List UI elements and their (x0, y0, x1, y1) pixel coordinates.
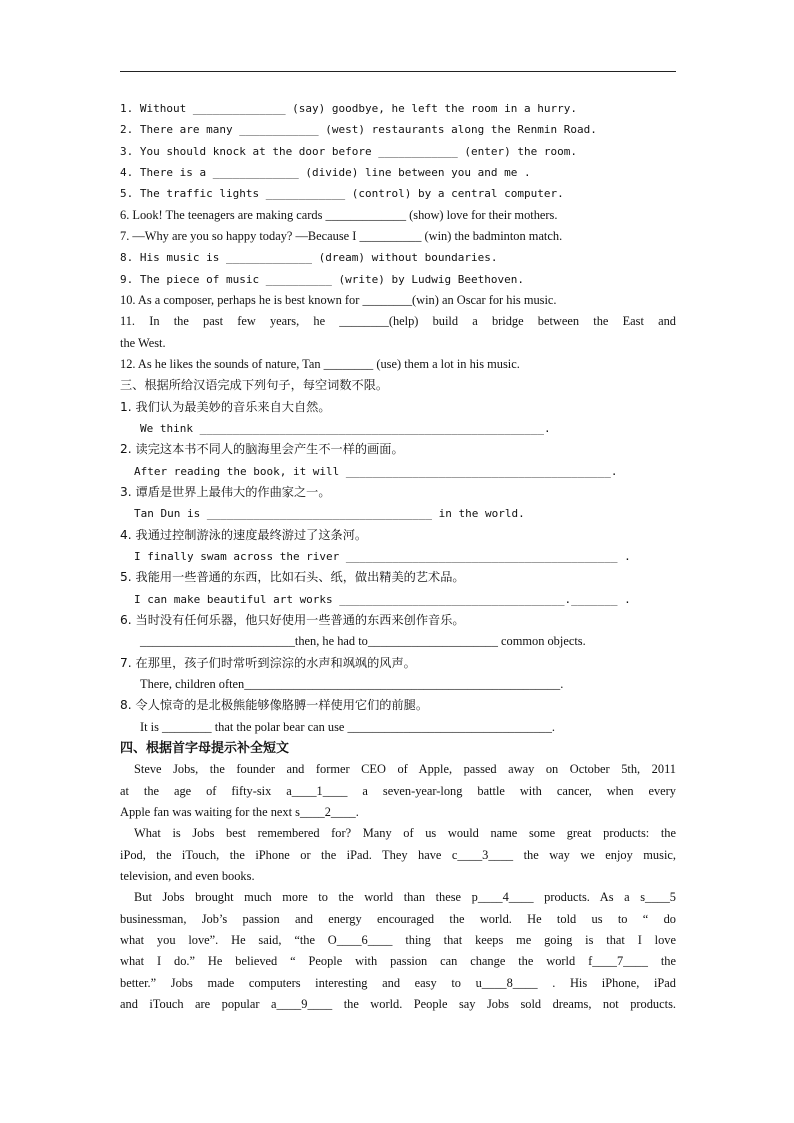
translate-item-zh: 2. 读完这本书不同人的脑海里会产生不一样的画面。 (120, 442, 404, 456)
translate-item-zh: 4. 我通过控制游泳的速度最终游过了这条河。 (120, 528, 368, 542)
translate-item-zh: 1. 我们认为最美妙的音乐来自大自然。 (120, 400, 331, 414)
translate-item-zh: 3. 谭盾是世界上最伟大的作曲家之一。 (120, 485, 331, 499)
translate-item-zh: 7. 在那里，孩子们时常听到淙淙的水声和飒飒的风声。 (120, 656, 416, 670)
exercise-item-2: 2. There are many ____________ (west) restaurants along the Renmin Road. (120, 123, 597, 136)
translate-item-en: There, children often___________________________________________________. (140, 677, 564, 691)
translate-item-en: I finally swam across the river _________________________________________ . (134, 550, 631, 563)
passage-line: But Jobs brought much more to the world than these p____4____ products. As a s____5 (134, 890, 676, 904)
translate-item-en: It is ________ that the polar bear can use _________________________________. (140, 720, 556, 734)
exercise-item-9: 9. The piece of music __________ (write) by Ludwig Beethoven. (120, 273, 524, 286)
exercise-item-10: 10. As a composer, perhaps he is best known for ________(win) an Oscar for his music. (120, 293, 557, 307)
translate-item-en: _________________________then, he had to_____________________ common objects. (140, 634, 586, 648)
translate-item-zh: 6. 当时没有任何乐器，他只好使用一些普通的东西来创作音乐。 (120, 613, 465, 627)
exercise-item-6: 6. Look! The teenagers are making cards _____________ (show) love for their mothers. (120, 208, 558, 222)
exercise-item-3: 3. You should knock at the door before ____________ (enter) the room. (120, 145, 577, 158)
exercise-item-4: 4. There is a _____________ (divide) line between you and me . (120, 166, 531, 179)
passage-line: what I do.” He believed “ People with passion can change the world f____7____ the (120, 954, 676, 968)
translate-item-zh: 5. 我能用一些普通的东西，比如石头、纸，做出精美的艺术品。 (120, 570, 465, 584)
passage-line: businessman, Job’s passion and energy encouraged the world. He told us to “ do (120, 912, 676, 926)
translate-item-zh: 8. 令人惊奇的是北极熊能够像胳膊一样使用它们的前腿。 (120, 698, 429, 712)
passage-line: iPod, the iTouch, the iPhone or the iPad. They have c____3____ the way we enjoy music, (120, 848, 676, 862)
section-heading-translate: 三、根据所给汉语完成下列句子，每空词数不限。 (120, 378, 389, 392)
passage-line: what you love”. He said, “the O____6____ thing that keeps me going is that I love (120, 933, 676, 947)
translate-item-en: After reading the book, it will ________________________________________. (134, 465, 618, 478)
exercise-item-7: 7. —Why are you so happy today? —Because I __________ (win) the badminton match. (120, 229, 563, 243)
passage-line: Steve Jobs, the founder and former CEO of Apple, passed away on October 5th, 2011 (134, 762, 676, 776)
passage-line: at the age of fifty-six a____1____ a seven-year-long battle with cancer, when every (120, 784, 676, 798)
header-rule (120, 71, 676, 72)
exercise-item-11: 11. In the past few years, he ________(help) build a bridge between the East and (120, 314, 676, 328)
exercise-item-11-cont: the West. (120, 336, 166, 350)
passage-line: and iTouch are popular a____9____ the world. People say Jobs sold dreams, not products. (120, 997, 676, 1011)
exercise-item-8: 8. His music is _____________ (dream) without boundaries. (120, 251, 498, 264)
passage-line: What is Jobs best remembered for? Many of us would name some great products: the (134, 826, 676, 840)
exercise-item-5: 5. The traffic lights ____________ (control) by a central computer. (120, 187, 564, 200)
passage-line: better.” Jobs made computers interesting and easy to u____8____ . His iPhone, iPad (120, 976, 676, 990)
section-heading-cloze: 四、根据首字母提示补全短文 (120, 741, 290, 756)
exercise-item-1: 1. Without ______________ (say) goodbye, he left the room in a hurry. (120, 102, 577, 115)
translate-item-en: Tan Dun is __________________________________ in the world. (134, 507, 525, 520)
translate-item-en: I can make beautiful art works __________________________________._______ . (134, 593, 631, 606)
translate-item-en: We think ____________________________________________________. (140, 422, 551, 435)
passage-line: Apple fan was waiting for the next s____2____. (120, 805, 359, 819)
exercise-item-12: 12. As he likes the sounds of nature, Tan ________ (use) them a lot in his music. (120, 357, 520, 371)
passage-line: television, and even books. (120, 869, 255, 883)
